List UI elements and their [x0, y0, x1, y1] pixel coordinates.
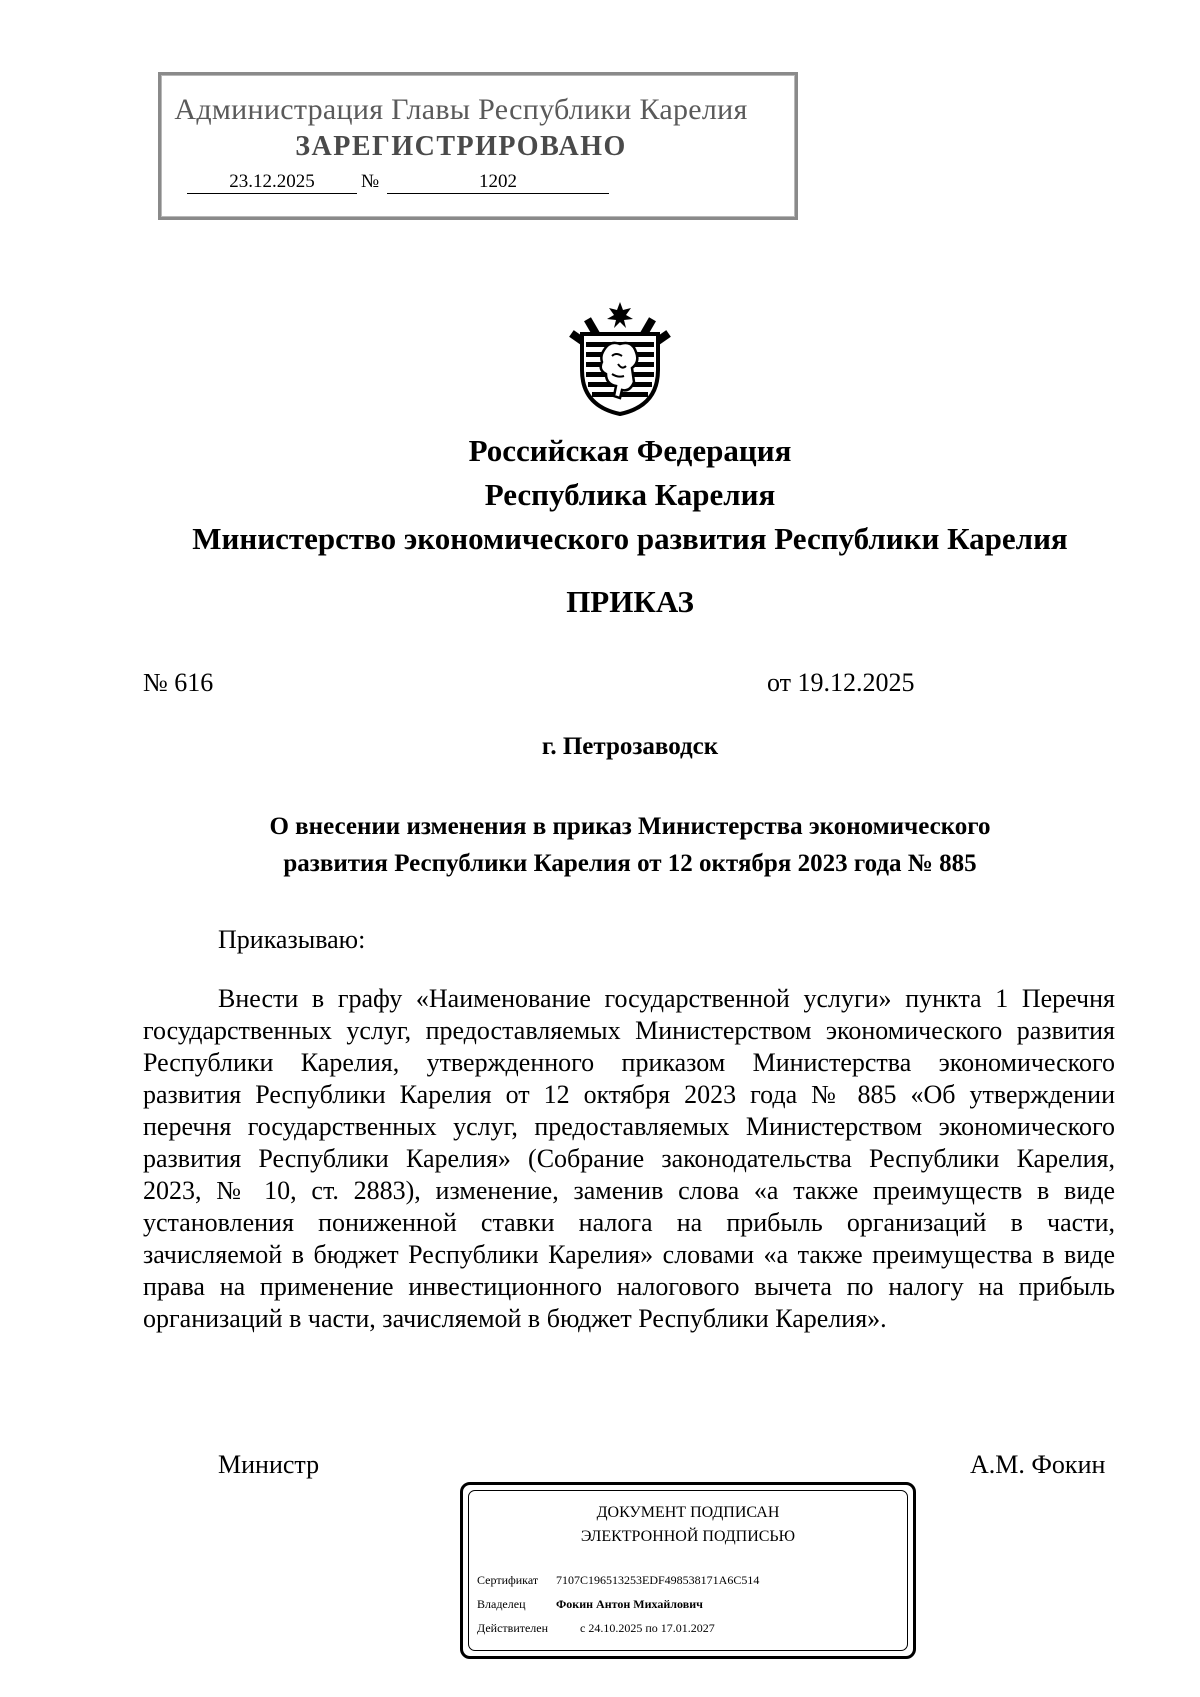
registration-stamp: [158, 72, 798, 220]
order-body-paragraph: Внести в графу «Наименование государственной услуги» пункта 1 Перечня государственных услуг, предоставляемых Министерством экономического развития Республики Карелия, утвержденного приказом Министерства экономического развития Республики Карелия от 12 октября 2023 года № 885 «Об утверждении перечня государственных услуг, предоставляемых Министерством экономического развития Республики Карелия» (Собрание законодательства Республики Карелия, 2023, № 10, ст. 2883), изменение, заменив слова «а также преимуществ в виде установления пониженной ставки налога на прибыль организаций в части, зачисляемой в бюджет Республики Карелия» словами «а также преимущества в виде права на применение инвестиционного налогового вычета по налогу на прибыль организаций в части, зачисляемой в бюджет Республики Карелия».: [143, 984, 1115, 1333]
esig-title-line2: ЭЛЕКТРОННОЙ ПОДПИСЬЮ: [580, 1528, 796, 1545]
esig-title-line1: ДОКУМЕНТ ПОДПИСАН: [596, 1504, 780, 1521]
order-city: г. Петрозаводск: [541, 733, 719, 760]
registration-number-sign: №: [361, 171, 380, 192]
header-ministry: Министерство экономического развития Республики Карелия: [192, 521, 1068, 556]
registration-date: 23.12.2025: [187, 171, 357, 194]
signature-position: Министр: [218, 1450, 320, 1479]
order-number: № 616: [143, 668, 214, 697]
order-date: от 19.12.2025: [767, 668, 915, 697]
header-country: Российская Федерация: [468, 433, 792, 468]
registration-status: ЗАРЕГИСТРИРОВАНО: [295, 131, 627, 162]
esig-owner-value: Фокин Антон Михайлович: [556, 1597, 703, 1611]
karelia-coat-of-arms-icon: [560, 300, 680, 418]
signature-name: А.М. Фокин: [970, 1450, 1106, 1479]
registration-number: 1202: [387, 171, 609, 194]
order-title-line2: развития Республики Карелия от 12 октября 2023 года № 885: [283, 850, 977, 877]
esig-certificate-value: 7107C196513253EDF498538171A6C514: [556, 1573, 760, 1587]
registration-organization: Администрация Главы Республики Карелия: [174, 93, 748, 126]
esig-owner-label: Владелец: [477, 1597, 526, 1611]
esig-valid-label: Действителен: [477, 1621, 549, 1635]
order-intro: Приказываю:: [218, 925, 366, 954]
esig-certificate-label: Сертификат: [477, 1573, 539, 1587]
document-type: ПРИКАЗ: [566, 584, 694, 619]
order-title-line1: О внесении изменения в приказ Министерства экономического: [269, 813, 991, 840]
header-region: Республика Карелия: [484, 477, 776, 512]
electronic-signature-stamp: [460, 1482, 916, 1659]
esig-valid-value: с 24.10.2025 по 17.01.2027: [580, 1621, 715, 1635]
